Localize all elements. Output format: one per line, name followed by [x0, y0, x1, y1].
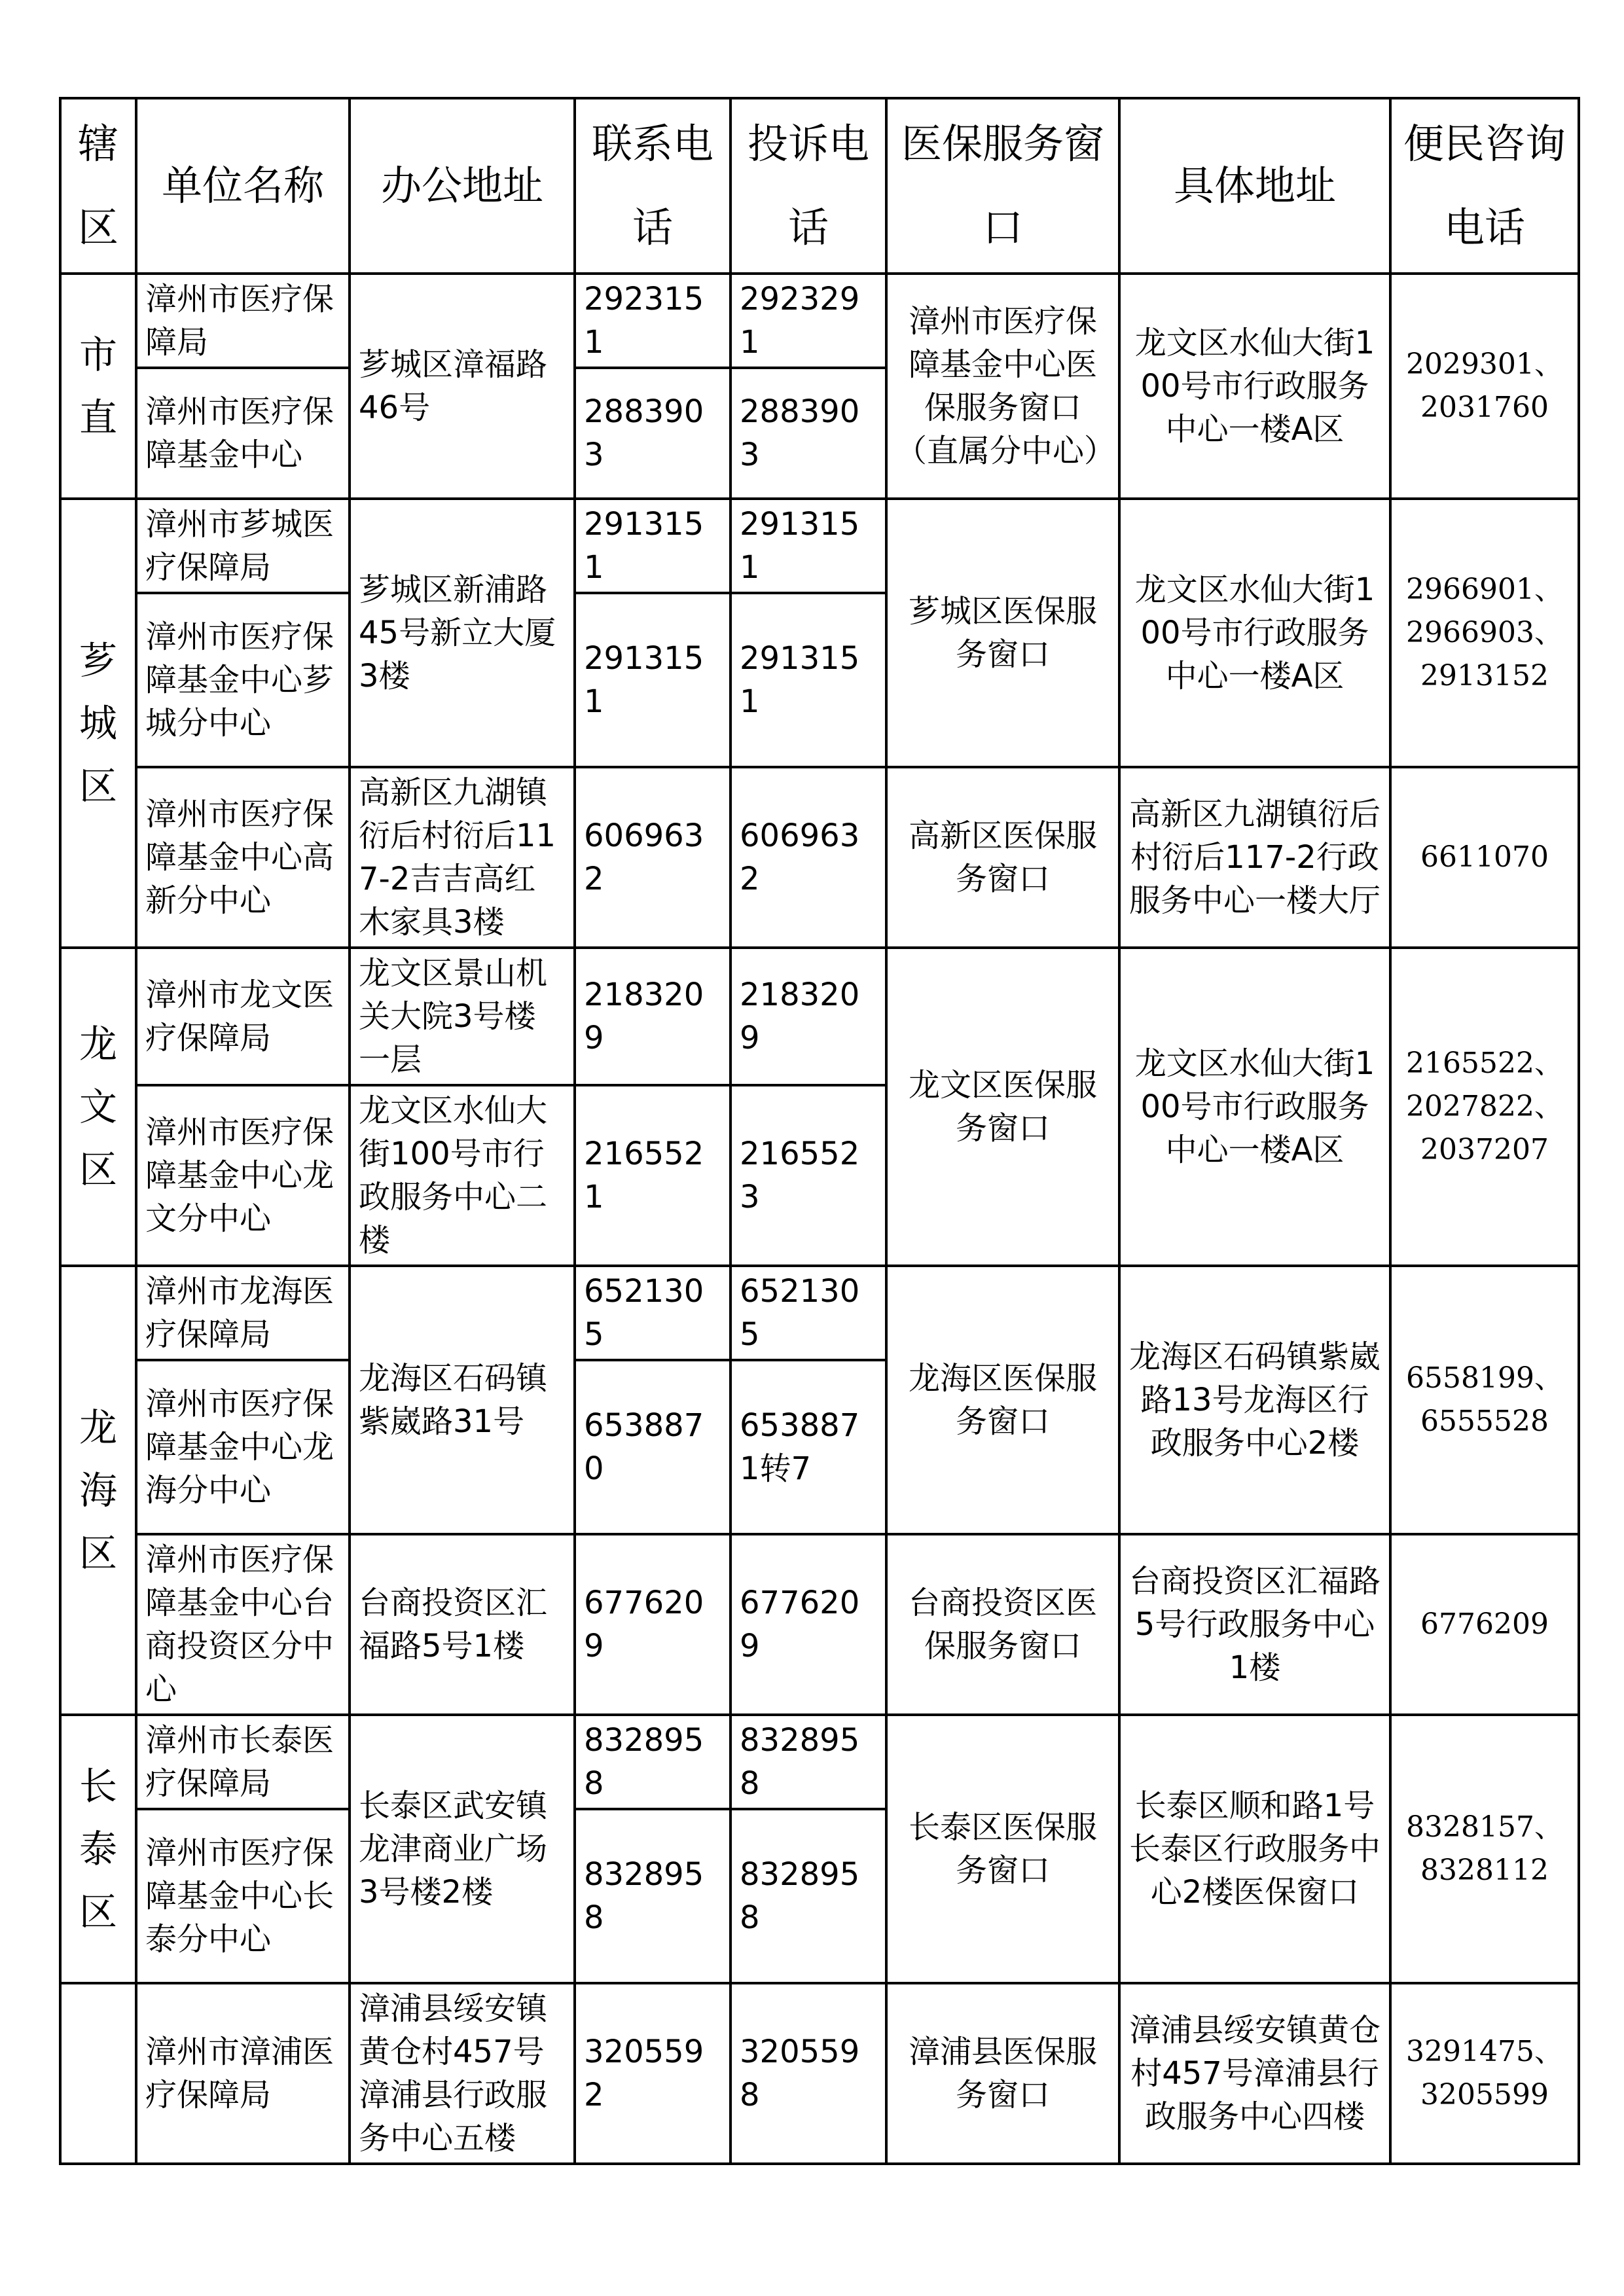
table-row: [60, 948, 1579, 1085]
unit-cell: 漳州市医疗保障基金中心长泰分中心: [136, 1809, 350, 1983]
consult-cell: 3291475、3205599: [1390, 1983, 1579, 2164]
unit-cell: 漳州市龙海医疗保障局: [136, 1266, 350, 1360]
phone-cell: 2923151: [575, 274, 731, 368]
header-address: 具体地址: [1119, 98, 1390, 274]
phone-cell: 6776209: [575, 1534, 731, 1715]
complaint-cell: 6538871转7: [731, 1360, 886, 1534]
unit-cell: 漳州市医疗保障基金中心台商投资区分中心: [136, 1534, 350, 1715]
window-cell: 漳浦县医保服务窗口: [886, 1983, 1119, 2164]
district-cell: [60, 1983, 136, 2164]
consult-cell: 6776209: [1390, 1534, 1579, 1715]
header-window: 医保服务窗口: [886, 98, 1119, 274]
office-cell: 台商投资区汇福路5号1楼: [350, 1534, 575, 1715]
unit-cell: 漳州市医疗保障基金中心龙文分中心: [136, 1085, 350, 1266]
header-district: 辖区: [60, 98, 136, 274]
window-cell: 漳州市医疗保障基金中心医保服务窗口（直属分中心）: [886, 274, 1119, 499]
office-cell: 长泰区武安镇龙津商业广场3号楼2楼: [350, 1715, 575, 1983]
window-cell: 高新区医保服务窗口: [886, 767, 1119, 948]
unit-cell: 漳州市医疗保障基金中心: [136, 368, 350, 499]
complaint-cell: 2183209: [731, 948, 886, 1085]
district-cell: 龙文区: [60, 948, 136, 1266]
address-cell: 龙文区水仙大街100号市行政服务中心一楼A区: [1119, 948, 1390, 1266]
district-cell: 龙海区: [60, 1266, 136, 1715]
consult-cell: 2966901、2966903、2913152: [1390, 499, 1579, 767]
consult-cell: 6611070: [1390, 767, 1579, 948]
table-row: [60, 1983, 1579, 2164]
office-cell: 芗城区漳福路46号: [350, 274, 575, 499]
complaint-cell: 8328958: [731, 1809, 886, 1983]
window-cell: 芗城区医保服务窗口: [886, 499, 1119, 767]
address-cell: 漳浦县绥安镇黄仓村457号漳浦县行政服务中心四楼: [1119, 1983, 1390, 2164]
table-row: [60, 274, 1579, 368]
office-cell: 龙文区水仙大街100号市行政服务中心二楼: [350, 1085, 575, 1266]
medical-insurance-contact-table: [59, 97, 1580, 2165]
header-unit: 单位名称: [136, 98, 350, 274]
complaint-cell: 2923291: [731, 274, 886, 368]
table-row: [60, 1715, 1579, 1809]
address-cell: 龙海区石码镇紫崴路13号龙海区行政服务中心2楼: [1119, 1266, 1390, 1534]
complaint-cell: 2913151: [731, 499, 886, 593]
office-cell: 漳浦县绥安镇黄仓村457号漳浦县行政服务中心五楼: [350, 1983, 575, 2164]
unit-cell: 漳州市医疗保障基金中心龙海分中心: [136, 1360, 350, 1534]
consult-cell: 6558199、6555528: [1390, 1266, 1579, 1534]
district-cell: 市直: [60, 274, 136, 499]
phone-cell: 3205592: [575, 1983, 731, 2164]
complaint-cell: 8328958: [731, 1715, 886, 1809]
office-cell: 龙文区景山机关大院3号楼一层: [350, 948, 575, 1085]
consult-cell: 2165522、2027822、2037207: [1390, 948, 1579, 1266]
window-cell: 长泰区医保服务窗口: [886, 1715, 1119, 1983]
window-cell: 龙文区医保服务窗口: [886, 948, 1119, 1266]
complaint-cell: 2165523: [731, 1085, 886, 1266]
phone-cell: 6538870: [575, 1360, 731, 1534]
unit-cell: 漳州市芗城医疗保障局: [136, 499, 350, 593]
address-cell: 龙文区水仙大街100号市行政服务中心一楼A区: [1119, 274, 1390, 499]
complaint-cell: 2883903: [731, 368, 886, 499]
district-cell: 芗城区: [60, 499, 136, 948]
header-phone: 联系电话: [575, 98, 731, 274]
unit-cell: 漳州市长泰医疗保障局: [136, 1715, 350, 1809]
phone-cell: 6521305: [575, 1266, 731, 1360]
complaint-cell: 6521305: [731, 1266, 886, 1360]
header-row: [60, 98, 1579, 274]
consult-cell: 2029301、2031760: [1390, 274, 1579, 499]
complaint-cell: 2913151: [731, 593, 886, 767]
phone-cell: 2183209: [575, 948, 731, 1085]
office-cell: 芗城区新浦路45号新立大厦3楼: [350, 499, 575, 767]
unit-cell: 漳州市医疗保障局: [136, 274, 350, 368]
phone-cell: 2165521: [575, 1085, 731, 1266]
window-cell: 台商投资区医保服务窗口: [886, 1534, 1119, 1715]
address-cell: 高新区九湖镇衍后村衍后117-2行政服务中心一楼大厅: [1119, 767, 1390, 948]
phone-cell: 8328958: [575, 1715, 731, 1809]
complaint-cell: 6069632: [731, 767, 886, 948]
address-cell: 龙文区水仙大街100号市行政服务中心一楼A区: [1119, 499, 1390, 767]
table-row: [60, 1266, 1579, 1360]
office-cell: 高新区九湖镇衍后村衍后117-2吉吉高红木家具3楼: [350, 767, 575, 948]
unit-cell: 漳州市医疗保障基金中心芗城分中心: [136, 593, 350, 767]
consult-cell: 8328157、8328112: [1390, 1715, 1579, 1983]
address-cell: 台商投资区汇福路5号行政服务中心1楼: [1119, 1534, 1390, 1715]
phone-cell: 2913151: [575, 593, 731, 767]
header-complaint: 投诉电话: [731, 98, 886, 274]
complaint-cell: 6776209: [731, 1534, 886, 1715]
district-cell: 长泰区: [60, 1715, 136, 1983]
header-consult: 便民咨询电话: [1390, 98, 1579, 274]
address-cell: 长泰区顺和路1号长泰区行政服务中心2楼医保窗口: [1119, 1715, 1390, 1983]
unit-cell: 漳州市龙文医疗保障局: [136, 948, 350, 1085]
window-cell: 龙海区医保服务窗口: [886, 1266, 1119, 1534]
unit-cell: 漳州市漳浦医疗保障局: [136, 1983, 350, 2164]
phone-cell: 6069632: [575, 767, 731, 948]
header-office: 办公地址: [350, 98, 575, 274]
table-row: [60, 1534, 1579, 1715]
unit-cell: 漳州市医疗保障基金中心高新分中心: [136, 767, 350, 948]
table-row: [60, 499, 1579, 593]
complaint-cell: 3205598: [731, 1983, 886, 2164]
phone-cell: 8328958: [575, 1809, 731, 1983]
office-cell: 龙海区石码镇紫崴路31号: [350, 1266, 575, 1534]
table-row: [60, 767, 1579, 948]
phone-cell: 2883903: [575, 368, 731, 499]
phone-cell: 2913151: [575, 499, 731, 593]
